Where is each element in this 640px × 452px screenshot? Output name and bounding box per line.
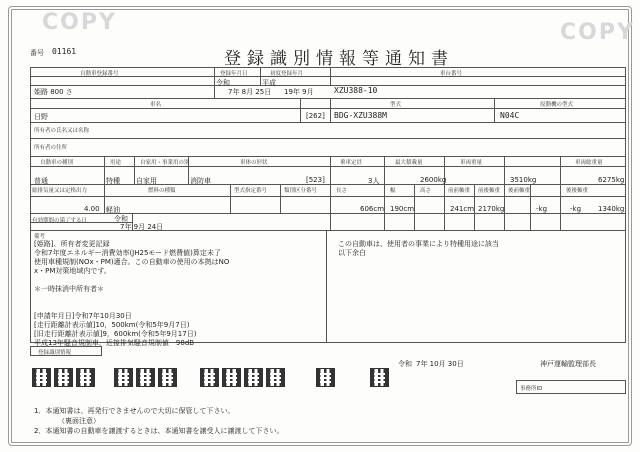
- label-remarks: 備考: [34, 234, 46, 240]
- value-model: BDG-XZU388M: [334, 111, 387, 120]
- label-use: 用途: [110, 160, 122, 166]
- reg-info-label: 登録識別情報: [38, 350, 72, 356]
- remarks-right: この自動車は、使用者の事業により特種用途に該当 以下余白: [338, 240, 499, 257]
- qr-code: [136, 368, 155, 387]
- label-owner: 所有者の氏名又は名称: [34, 128, 90, 134]
- qr-code: [32, 368, 51, 387]
- qr-code: [114, 368, 133, 387]
- label-rear-front-axle: 後前軸重: [508, 188, 531, 194]
- qr-code: [244, 368, 263, 387]
- label-gross-weight: 車両総重量: [575, 160, 603, 166]
- label-rear-axle: 後後軸重: [566, 188, 589, 194]
- label-reg-number: 自動車登録番号: [80, 71, 119, 77]
- value-chassis-number: XZU388-10: [334, 86, 378, 95]
- qr-code: [76, 368, 95, 387]
- issue-date: 7年 10月 30日: [416, 360, 464, 368]
- label-front-axle: 前前軸重: [448, 188, 471, 194]
- label-width: 幅: [390, 188, 396, 194]
- label-first-reg: 初度登録年月: [270, 71, 304, 77]
- doc-number-label: 番号: [30, 49, 44, 57]
- label-emission: 総排気量又は定格出力: [32, 188, 88, 194]
- issue-era: 令和: [398, 360, 412, 368]
- value-first-reg-era: 平成: [262, 79, 276, 87]
- value-body-shape: 消防車: [190, 177, 211, 185]
- qr-code: [200, 368, 219, 387]
- qr-code: [54, 368, 73, 387]
- value-gross-weight: 6275kg: [598, 176, 625, 184]
- label-engine-model: 原動機の型式: [540, 102, 574, 108]
- office-id-label: 事務所ID: [520, 386, 543, 392]
- label-reg-date: 登録年月日: [220, 71, 248, 77]
- issuer: 神戸運輸監理部長: [540, 360, 596, 368]
- value-length: 606cm: [360, 205, 385, 213]
- watermark-top-left: COPY: [42, 10, 117, 35]
- value-rear-axle: 1340kg: [598, 205, 625, 213]
- label-weight: 車両重量: [460, 160, 483, 166]
- value-reg-date-era: 令和: [216, 79, 230, 87]
- value-rear-front-axle: -kg: [570, 205, 582, 213]
- value-reg-date: 7年 8月 25日: [228, 88, 272, 96]
- value-fuel: 軽油: [106, 206, 120, 214]
- value-first-reg: 19年 9月: [284, 88, 314, 96]
- label-chassis-number: 車台番号: [440, 71, 463, 77]
- value-capacity: 3人: [368, 177, 380, 185]
- value-reg-number: 姫路 800 さ: [34, 88, 73, 96]
- remarks-left: [姫路]、所有者変更記録 令和7年度エネルギー消費効率(JH25モード燃費値)算定未了 使用車種規制(NOx・PM)適合。この自動車の使用の本拠はNO x・PM対策地域内です。 ＊一時抹消中所有者＊ [申請年月日]令和7年10月30日 [走行距離計表示値]10，500km(令和5年9月7日) [旧走行距離計表示値]9，600km(令和5年9月17日) 平成13年騒音規制車，近接排気騒音規制値 98dB: [34, 240, 230, 347]
- value-body-code: [523]: [306, 176, 325, 184]
- label-expiry: 有効期間の満了する日: [32, 218, 88, 224]
- page-title: 登録識別情報等通知書: [224, 49, 454, 69]
- value-expiry: 7年 9月 24日: [120, 223, 164, 231]
- value-engine-model: N04C: [500, 111, 520, 120]
- qr-code: [316, 368, 335, 387]
- label-body-shape: 車体の形状: [240, 160, 268, 166]
- value-max-load: 2600kg: [420, 176, 447, 184]
- label-category-number: 類別区分番号: [284, 188, 318, 194]
- value-height: 241cm: [450, 205, 475, 213]
- value-private-business: 自家用: [136, 177, 157, 185]
- label-private-business: 自家用・事業用の別: [140, 160, 190, 166]
- label-height: 高さ: [420, 188, 432, 194]
- label-maker: 車名: [150, 102, 162, 108]
- value-use: 特種: [106, 177, 120, 185]
- value-expiry-era: 令和: [114, 215, 128, 223]
- notes: 1．本通知書は、再発行できませんので大切に保管して下さい。 （裏面注意） 2．本通知書の自動車を譲渡するときは、本通知書を譲受人に譲渡して下さい。: [34, 407, 284, 435]
- doc-number: 01161: [52, 47, 77, 56]
- qr-code: [266, 368, 285, 387]
- label-length: 長さ: [336, 188, 348, 194]
- value-emission: 4.00: [84, 205, 100, 213]
- label-address: 所有者の住所: [34, 145, 68, 151]
- value-weight: 3510kg: [510, 176, 537, 184]
- label-vehicle-kind: 自動車の種別: [40, 160, 74, 166]
- watermark-top-right: COPY: [560, 20, 635, 45]
- value-front-axle: 2170kg: [478, 205, 505, 213]
- qr-code: [370, 368, 389, 387]
- value-model-code: [262]: [306, 112, 325, 120]
- label-type-designation: 型式指定番号: [234, 188, 268, 194]
- label-max-load: 最大積載量: [395, 160, 423, 166]
- value-vehicle-kind: 普通: [34, 177, 48, 185]
- qr-code: [222, 368, 241, 387]
- value-width: 190cm: [390, 205, 415, 213]
- label-model: 型式: [390, 102, 402, 108]
- label-mid-axle: 前後軸重: [478, 188, 501, 194]
- label-capacity: 乗車定員: [340, 160, 363, 166]
- qr-code: [158, 368, 177, 387]
- label-fuel: 燃料の種類: [148, 188, 176, 194]
- value-mid-axle: -kg: [536, 205, 548, 213]
- value-maker: 日野: [34, 113, 48, 121]
